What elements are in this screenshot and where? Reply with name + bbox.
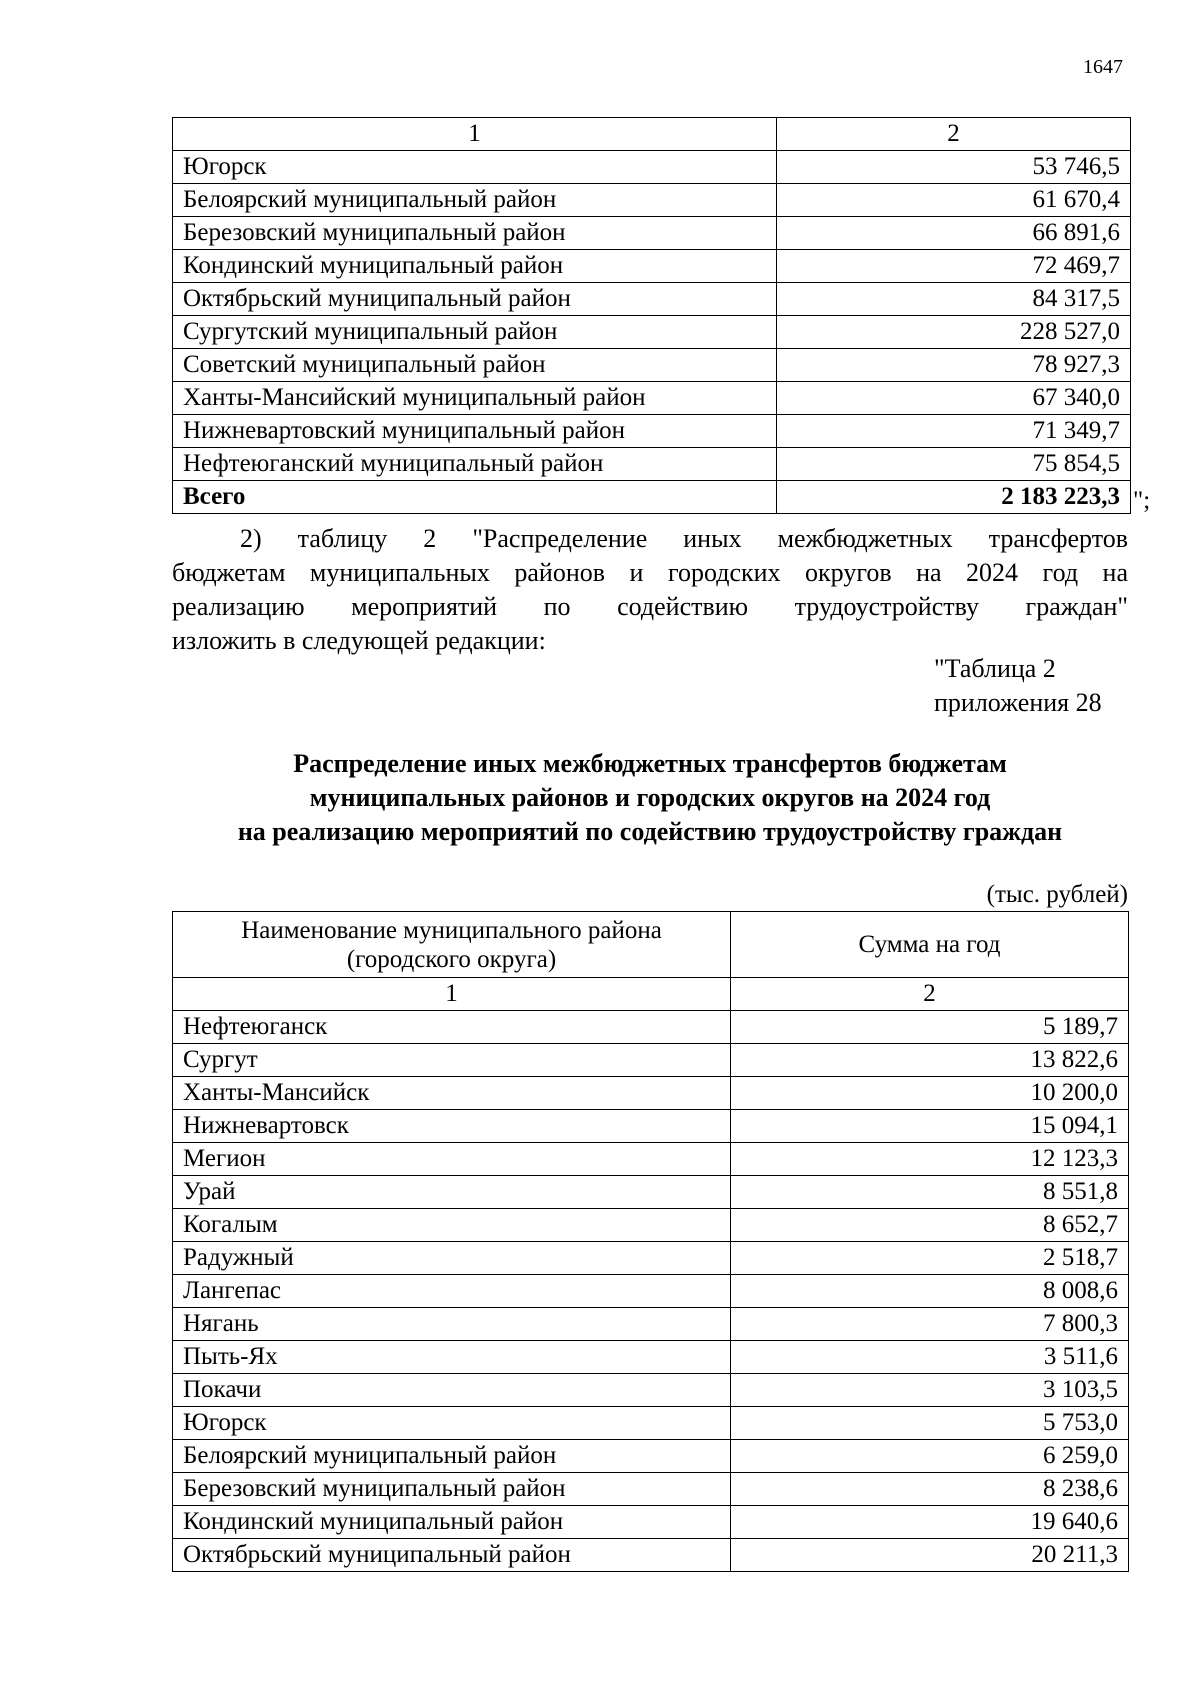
table-row xyxy=(173,1341,1129,1374)
municipality-name: Белоярский муниципальный район xyxy=(173,1440,731,1473)
table-row xyxy=(173,1110,1129,1143)
amount-value: 66 891,6 xyxy=(777,217,1131,250)
table-row xyxy=(173,1473,1129,1506)
table-row xyxy=(173,316,1131,349)
table-header-row xyxy=(173,912,1129,978)
table-reference-line: приложения 28 xyxy=(934,688,1102,717)
municipality-name: Нижневартовский муниципальный район xyxy=(173,415,777,448)
municipality-name: Югорск xyxy=(173,1407,731,1440)
amount-value: 3 103,5 xyxy=(731,1374,1129,1407)
amount-value: 75 854,5 xyxy=(777,448,1131,481)
table-row xyxy=(173,415,1131,448)
header-municipality-line: (городского округа) xyxy=(346,945,557,973)
amount-value: 8 551,8 xyxy=(731,1176,1129,1209)
header-municipality xyxy=(173,912,731,978)
municipality-name: Березовский муниципальный район xyxy=(173,1473,731,1506)
amount-value: 84 317,5 xyxy=(777,283,1131,316)
amount-value: 3 511,6 xyxy=(731,1341,1129,1374)
table-title-line: на реализацию мероприятий по содействию трудоустройству граждан xyxy=(237,817,1063,846)
paragraph-line: реализацию мероприятий по содействию трудоустройству граждан" xyxy=(172,592,1128,621)
amount-value: 10 200,0 xyxy=(731,1077,1129,1110)
table-row xyxy=(173,1176,1129,1209)
column-number-2: 2 xyxy=(777,118,1131,151)
amount-value: 228 527,0 xyxy=(777,316,1131,349)
table-row xyxy=(173,1044,1129,1077)
paragraph-line: изложить в следующей редакции: xyxy=(172,626,546,655)
amount-value: 2 518,7 xyxy=(731,1242,1129,1275)
table-row xyxy=(173,1506,1129,1539)
column-number-1: 1 xyxy=(173,118,777,151)
municipality-name: Югорск xyxy=(173,151,777,184)
municipality-name: Нефтеюганский муниципальный район xyxy=(173,448,777,481)
table-reference-line: "Таблица 2 xyxy=(934,654,1056,683)
municipality-name: Мегион xyxy=(173,1143,731,1176)
municipality-name: Сургутский муниципальный район xyxy=(173,316,777,349)
municipality-name: Урай xyxy=(173,1176,731,1209)
amount-value: 8 238,6 xyxy=(731,1473,1129,1506)
amount-value: 7 800,3 xyxy=(731,1308,1129,1341)
paragraph-line: 2) таблицу 2 "Распределение иных межбюджетных трансфертов xyxy=(240,524,1128,553)
header-municipality-line: Наименование муниципального района xyxy=(241,916,662,944)
transfers-table-continued xyxy=(172,117,1131,514)
amount-value: 5 189,7 xyxy=(731,1011,1129,1044)
table-row xyxy=(173,1077,1129,1110)
amount-value: 61 670,4 xyxy=(777,184,1131,217)
total-value: 2 183 223,3 xyxy=(777,481,1131,514)
municipality-name: Советский муниципальный район xyxy=(173,349,777,382)
municipality-name: Нефтеюганск xyxy=(173,1011,731,1044)
table-column-numbers-row xyxy=(173,978,1129,1011)
municipality-name: Кондинский муниципальный район xyxy=(173,1506,731,1539)
municipality-name: Кондинский муниципальный район xyxy=(173,250,777,283)
table-row xyxy=(173,1011,1129,1044)
table-title xyxy=(150,747,1150,849)
municipality-name: Покачи xyxy=(173,1374,731,1407)
table-row xyxy=(173,250,1131,283)
table-row xyxy=(173,448,1131,481)
amount-value: 8 008,6 xyxy=(731,1275,1129,1308)
amount-value: 71 349,7 xyxy=(777,415,1131,448)
amount-value: 78 927,3 xyxy=(777,349,1131,382)
table-title-line: муниципальных районов и городских округов на 2024 год xyxy=(309,783,991,812)
amount-value: 72 469,7 xyxy=(777,250,1131,283)
table-row xyxy=(173,349,1131,382)
municipality-name: Лангепас xyxy=(173,1275,731,1308)
table-row xyxy=(173,1275,1129,1308)
table-row xyxy=(173,1374,1129,1407)
amount-value: 8 652,7 xyxy=(731,1209,1129,1242)
column-number-1: 1 xyxy=(173,978,731,1011)
municipality-name: Октябрьский муниципальный район xyxy=(173,283,777,316)
header-sum: Сумма на год xyxy=(731,912,1129,978)
table-row xyxy=(173,382,1131,415)
amount-value: 15 094,1 xyxy=(731,1110,1129,1143)
table-row xyxy=(173,283,1131,316)
table-row xyxy=(173,217,1131,250)
municipality-name: Березовский муниципальный район xyxy=(173,217,777,250)
table-row xyxy=(173,1440,1129,1473)
amendment-paragraph xyxy=(172,522,1128,658)
table-row xyxy=(173,151,1131,184)
amount-value: 67 340,0 xyxy=(777,382,1131,415)
total-label: Всего xyxy=(173,481,777,514)
page-number: 1647 xyxy=(1083,56,1123,78)
paragraph-line: бюджетам муниципальных районов и городских округов на 2024 год на xyxy=(172,558,1128,587)
table-reference xyxy=(934,652,1102,720)
units-label: (тыс. рублей) xyxy=(986,881,1128,908)
municipality-name: Сургут xyxy=(173,1044,731,1077)
employment-transfers-table xyxy=(172,911,1129,1572)
table-row xyxy=(173,1209,1129,1242)
table-row xyxy=(173,184,1131,217)
municipality-name: Нижневартовск xyxy=(173,1110,731,1143)
table-row xyxy=(173,1308,1129,1341)
table-row xyxy=(173,1407,1129,1440)
municipality-name: Октябрьский муниципальный район xyxy=(173,1539,731,1572)
amount-value: 20 211,3 xyxy=(731,1539,1129,1572)
table-total-row xyxy=(173,481,1131,514)
amount-value: 12 123,3 xyxy=(731,1143,1129,1176)
amount-value: 53 746,5 xyxy=(777,151,1131,184)
municipality-name: Пыть-Ях xyxy=(173,1341,731,1374)
amount-value: 6 259,0 xyxy=(731,1440,1129,1473)
amount-value: 5 753,0 xyxy=(731,1407,1129,1440)
municipality-name: Нягань xyxy=(173,1308,731,1341)
table-row xyxy=(173,1242,1129,1275)
amount-value: 19 640,6 xyxy=(731,1506,1129,1539)
closing-quote: "; xyxy=(1133,487,1151,514)
table-title-line: Распределение иных межбюджетных трансфертов бюджетам xyxy=(293,749,1007,778)
municipality-name: Когалым xyxy=(173,1209,731,1242)
municipality-name: Ханты-Мансийский муниципальный район xyxy=(173,382,777,415)
municipality-name: Радужный xyxy=(173,1242,731,1275)
table-column-numbers-row xyxy=(173,118,1131,151)
table-row xyxy=(173,1539,1129,1572)
municipality-name: Ханты-Мансийск xyxy=(173,1077,731,1110)
table-row xyxy=(173,1143,1129,1176)
amount-value: 13 822,6 xyxy=(731,1044,1129,1077)
column-number-2: 2 xyxy=(731,978,1129,1011)
municipality-name: Белоярский муниципальный район xyxy=(173,184,777,217)
